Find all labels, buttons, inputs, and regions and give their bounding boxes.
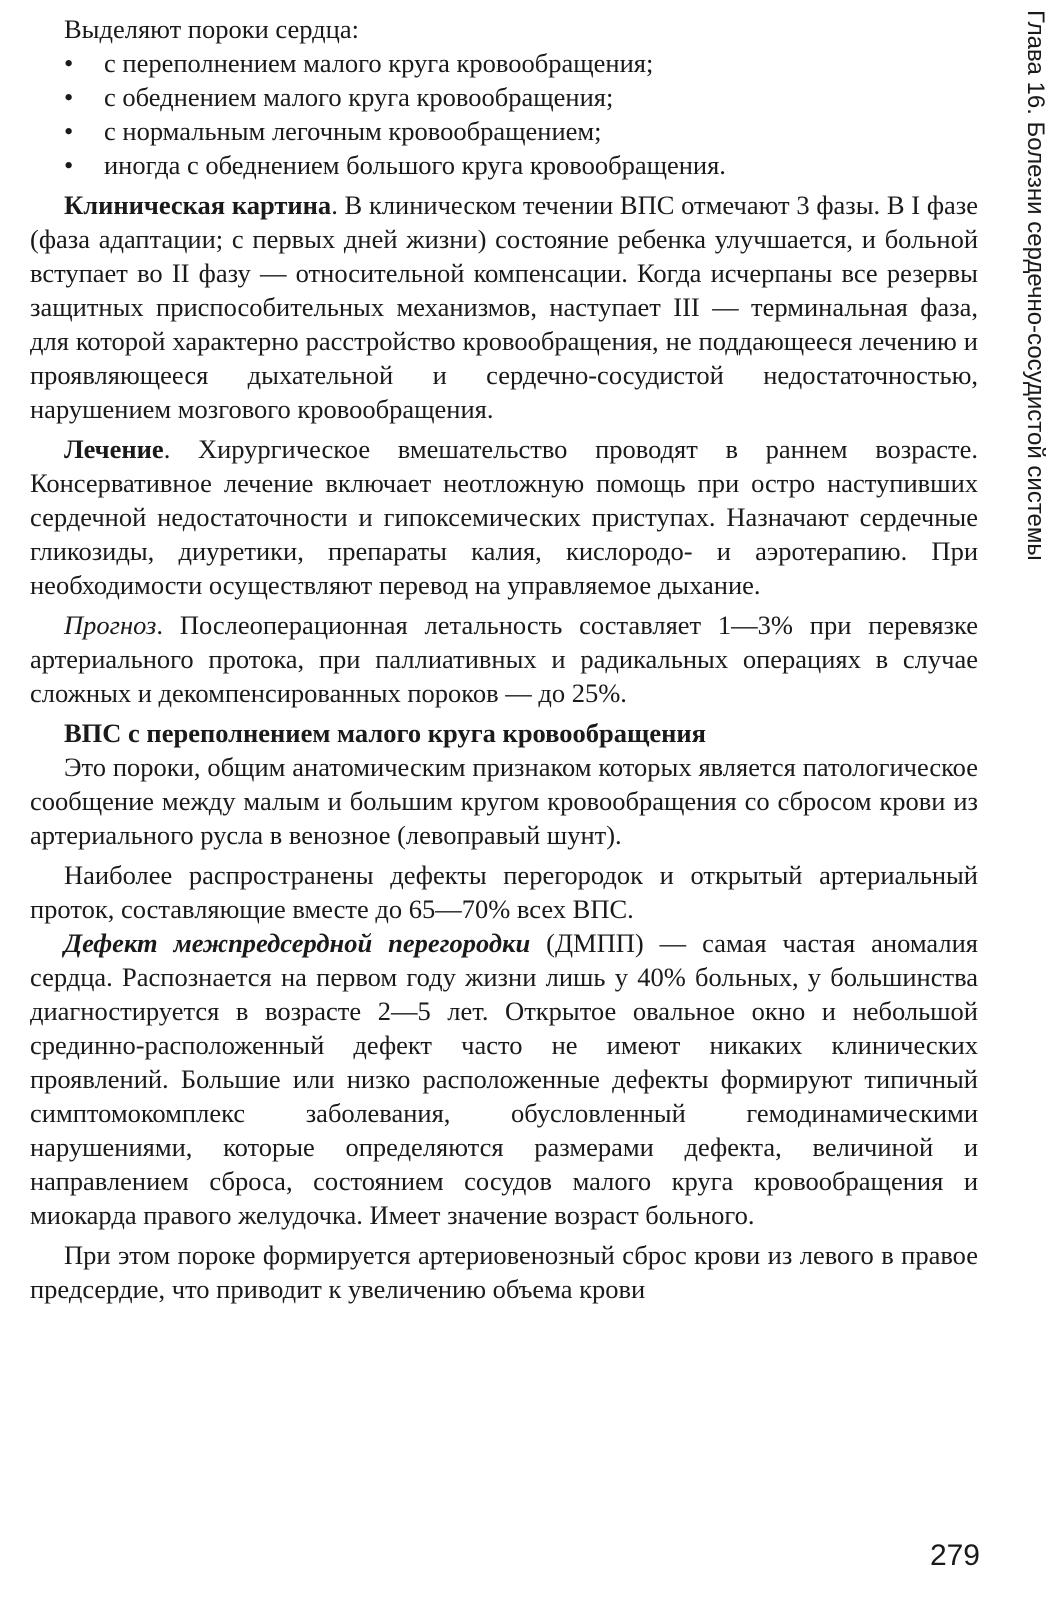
asd-lead: Дефект межпредсердной перегородки — [64, 928, 531, 958]
page-number: 279 — [929, 1539, 980, 1572]
treatment-text: . Хирургическое вмешательство проводят в раннем возрасте. Консервативное лечение включает неотложную помощь при остро наступивших сердечной недостаточности и гипоксемических приступах. Назначают сердечные гликозиды, диуретики, препараты калия, кислородо- и аэротерапию. При необходимости осуществляют перевод на управляемое дыхание. — [30, 434, 978, 600]
clinical-text: . В клиническом течении ВПС отмечают 3 фазы. В I фазе (фаза адаптации; с первых дней жизни) состояние ребенка улучшается, и больной вступает во II фазу — относительной компенсации. Когда исчерпаны все резервы защитных приспособительных механизмов, наступает III — терминальная фаза, для которой характерно расстройство кровообращения, не поддающееся лечению и проявляющееся дыхательной и сердечно-сосудистой недостаточностью, нарушением мозгового кровообращения. — [30, 190, 978, 424]
shunt-paragraph: При этом пороке формируется артериовенозный сброс крови из левого в правое предсердие, что приводит к увеличению объема крови — [30, 1240, 978, 1304]
list-item: • с нормальным легочным кровообращением; — [30, 114, 978, 148]
asd-text: (ДМПП) — самая частая аномалия сердца. Распознается на первом году жизни лишь у 40% больных, у большинства диагностируется в возрасте 2—5 лет. Открытое овальное окно и небольшой срединно-расположенный дефект часто не имеют никаких клинических проявлений. Большие или низко расположенные дефекты формируют типичный симптомокомплекс заболевания, обусловленный гемодинамическими нарушениями, которые определяются размерами дефекта, величиной и направлением сброса, состоянием сосудов малого круга кровообращения и миокарда правого желудочка. Имеет значение возраст больного. — [30, 928, 978, 1230]
prognosis-text: . Послеоперационная летальность составляет 1—3% при перевязке артериального протока, при паллиативных и радикальных операциях в случае сложных и декомпенсированных пороков — до 25%. — [30, 610, 978, 708]
definition-paragraph: Это пороки, общим анатомическим признаком которых является патологическое сообщение между малым и большим кругом кровообращения со сбросом крови из артериального русла в венозное (левоправый шунт). — [30, 752, 978, 850]
prognosis-lead: Прогноз — [64, 610, 157, 640]
prevalence-paragraph: Наиболее распространены дефекты перегородок и открытый артериальный проток, составляющие вместе до 65—70% всех ВПС. — [30, 860, 978, 924]
page-body — [30, 12, 978, 1306]
prognosis-paragraph — [30, 608, 978, 710]
list-item: • иногда с обеднением большого круга кровообращения. — [30, 148, 978, 182]
list-item: • с переполнением малого круга кровообращения; — [30, 46, 978, 80]
asd-paragraph — [30, 926, 978, 1232]
intro-line: Выделяют пороки сердца: — [64, 14, 359, 44]
section-subheading: ВПС с переполнением малого круга кровообращения — [64, 718, 707, 748]
clinical-lead: Клиническая картина — [64, 190, 332, 220]
chapter-title: Глава 16. Болезни сердечно-сосудистой системы — [1022, 10, 1049, 561]
treatment-lead: Лечение — [64, 434, 164, 464]
bullet-list — [30, 46, 978, 182]
clinical-paragraph — [30, 188, 978, 426]
running-header — [1020, 10, 1050, 630]
list-item: • с обеднением малого круга кровообращения; — [30, 80, 978, 114]
treatment-paragraph — [30, 432, 978, 602]
